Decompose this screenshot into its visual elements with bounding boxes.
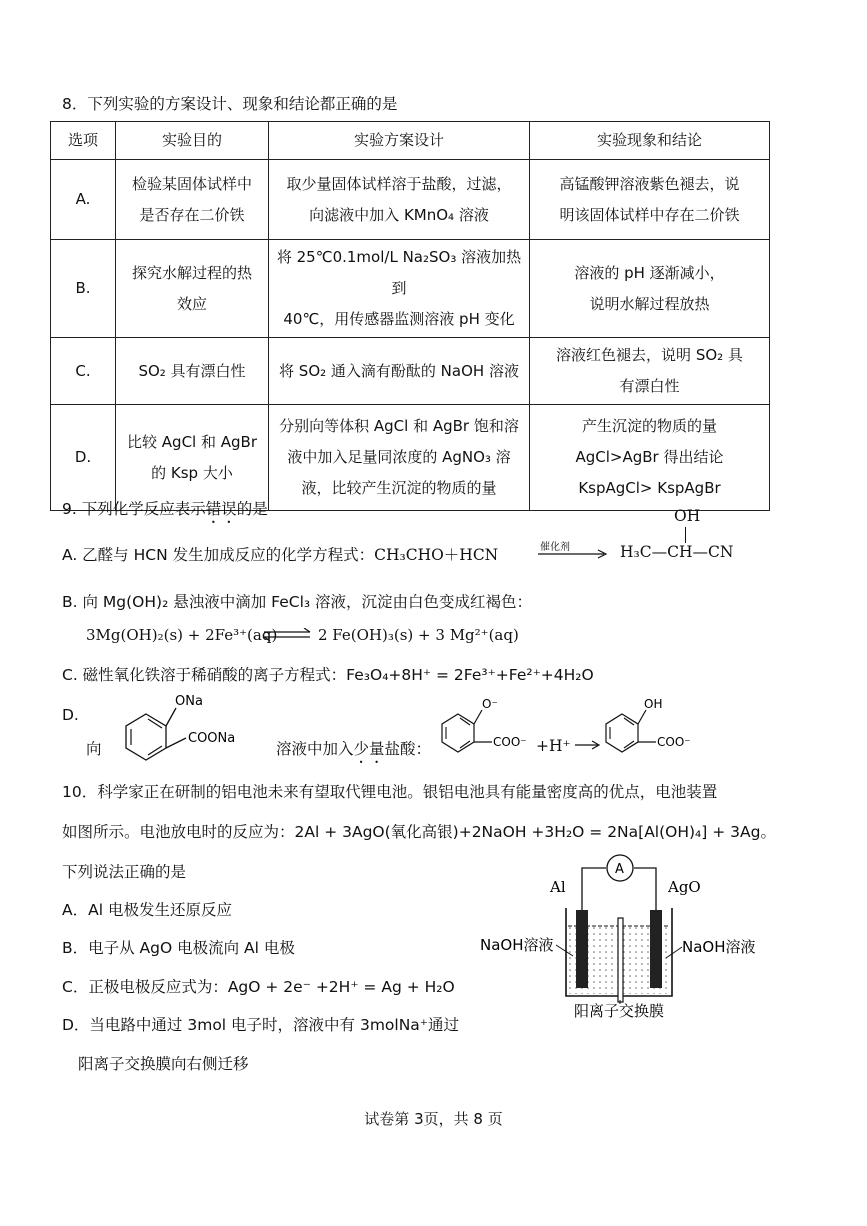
q10-option-d: D．当电路中通过 3mol 电子时，溶液中有 3molNa⁺通过 bbox=[62, 1016, 459, 1034]
q9-stem-emphasis: 错误 bbox=[205, 500, 237, 518]
cell-line: 明该固体试样中存在二价铁 bbox=[559, 205, 740, 224]
page-footer: 试卷第 3页，共 8 页 bbox=[364, 1110, 503, 1128]
membrane bbox=[618, 918, 623, 1002]
bond-line bbox=[685, 527, 686, 543]
oh-label: OH bbox=[644, 697, 663, 711]
q9-d-label: D. bbox=[62, 706, 79, 724]
q9-option-b: B. 向 Mg(OH)₂ 悬浊液中滴加 FeCl₃ 溶液，沉淀由白色变成红褐色： bbox=[62, 593, 533, 611]
header-result: 实验现象和结论 bbox=[530, 122, 770, 160]
cell-line: 将 25℃0.1mol/L Na₂SO₃ 溶液加热到 bbox=[276, 248, 522, 297]
q9-d-mid-emphasis: 少量 bbox=[353, 740, 385, 758]
q8-stem: 8．下列实验的方案设计、现象和结论都正确的是 bbox=[62, 95, 398, 113]
cell-line: SO₂ 具有漂白性 bbox=[138, 361, 246, 380]
right-solution-label: NaOH溶液 bbox=[682, 938, 756, 956]
q9-option-a bbox=[62, 543, 498, 565]
cell-line: 检验某固体试样中 bbox=[131, 174, 252, 193]
battery-diagram bbox=[478, 848, 768, 1023]
q9-b-right: 2 Fe(OH)₃(s) + 3 Mg²⁺(aq) bbox=[318, 626, 519, 644]
disodium-salicylate-structure bbox=[118, 690, 268, 765]
reaction-arrow-icon bbox=[574, 738, 602, 752]
q10-line1: 10．科学家正在研制的铝电池未来有望取代锂电池。银铝电池具有能量密度高的优点，电池装置 bbox=[62, 783, 718, 801]
cell-line: 是否存在二价铁 bbox=[139, 205, 245, 224]
product-formula: H₃C—CH—CN bbox=[620, 543, 734, 561]
cell-line: 将 SO₂ 通入滴有酚酞的 NaOH 溶液 bbox=[279, 361, 519, 380]
table-row bbox=[51, 240, 770, 338]
coo-minus-label: COO⁻ bbox=[493, 735, 527, 749]
q10-option-d-cont: 阳离子交换膜向右侧迁移 bbox=[78, 1055, 249, 1073]
q9-stem-c: 的是 bbox=[236, 500, 268, 518]
header-option: 选项 bbox=[51, 122, 116, 160]
al-electrode-label: Al bbox=[550, 878, 566, 896]
q9-d-xiang: 向 bbox=[86, 740, 102, 758]
cell-line: 分别向等体积 AgCl 和 AgBr 饱和溶 bbox=[279, 417, 519, 435]
salicylate-dianion-structure bbox=[436, 696, 536, 762]
q9-a-equation: CH₃CHO＋HCN bbox=[374, 546, 499, 564]
membrane-label: 阳离子交换膜 bbox=[574, 1002, 665, 1020]
q10-line3: 下列说法正确的是 bbox=[62, 863, 187, 881]
ago-electrode bbox=[650, 910, 662, 988]
cell-line: 产生沉淀的物质的量 bbox=[581, 417, 717, 435]
cell-line: 说明水解过程放热 bbox=[589, 294, 710, 313]
q10-option-a: A．Al 电极发生还原反应 bbox=[62, 901, 232, 919]
q10-line2: 如图所示。电池放电时的反应为：2Al + 3AgO(氧化高银)+2NaOH +3H₂O = 2Na[Al(OH)₄] + 3Ag。 bbox=[62, 823, 776, 841]
coo-minus-label-2: COO⁻ bbox=[657, 735, 691, 749]
o-minus-label: O⁻ bbox=[482, 697, 498, 711]
ammeter-label: A bbox=[615, 862, 624, 877]
row-option: B. bbox=[51, 240, 116, 338]
cell-line: 取少量固体试样溶于盐酸，过滤， bbox=[286, 174, 512, 193]
row-option: D. bbox=[51, 405, 116, 511]
header-design: 实验方案设计 bbox=[269, 122, 530, 160]
row-option: A. bbox=[51, 160, 116, 240]
q10-option-b: B．电子从 AgO 电极流向 Al 电极 bbox=[62, 939, 295, 957]
table-row bbox=[51, 338, 770, 405]
q9-stem bbox=[62, 497, 268, 527]
coona-label: COONa bbox=[188, 731, 236, 746]
cell-line: 有漂白性 bbox=[619, 377, 680, 395]
cell-line: 比较 AgCl 和 AgBr bbox=[127, 432, 257, 451]
reaction-arrow-icon bbox=[538, 548, 610, 560]
table-row bbox=[51, 405, 770, 511]
cell-line: 溶液红色褪去，说明 SO₂ 具 bbox=[556, 346, 743, 364]
equilibrium-arrow-icon bbox=[262, 628, 314, 642]
experiment-table bbox=[50, 121, 770, 511]
q9-d-middle bbox=[276, 737, 431, 767]
q9-option-c: C. 磁性氧化铁溶于稀硝酸的离子方程式：Fe₃O₄+8H⁺ = 2Fe³⁺+Fe²⁺+4H₂O bbox=[62, 666, 594, 684]
q9-d-mid-a: 溶液中加入 bbox=[276, 740, 354, 758]
q9-b-left: 3Mg(OH)₂(s) + 2Fe³⁺(aq) bbox=[86, 626, 278, 644]
cell-line: 向滤液中加入 KMnO₄ 溶液 bbox=[309, 205, 489, 224]
left-solution-label: NaOH溶液 bbox=[480, 936, 554, 954]
cell-line: AgCl>AgBr 得出结论 bbox=[575, 448, 724, 466]
ago-electrode-label: AgO bbox=[668, 878, 701, 896]
cell-line: 液中加入足量同浓度的 AgNO₃ 溶 bbox=[287, 448, 511, 466]
cell-line: 溶液的 pH 逐渐减小， bbox=[574, 263, 725, 282]
catalyst-label: 催化剂 bbox=[540, 542, 570, 553]
cell-line: 40℃，用传感器监测溶液 pH 变化 bbox=[283, 310, 515, 328]
cell-line: 的 Ksp 大小 bbox=[151, 463, 233, 482]
cell-line: 高锰酸钾溶液紫色褪去，说 bbox=[559, 174, 740, 193]
q9-a-text: A. 乙醛与 HCN 发生加成反应的化学方程式： bbox=[62, 546, 375, 564]
row-option: C. bbox=[51, 338, 116, 405]
q10-option-c: C．正极电极反应式为：AgO + 2e⁻ +2H⁺ = Ag + H₂O bbox=[62, 978, 455, 996]
q9-d-plus-h: +H⁺ bbox=[536, 737, 571, 755]
table-row bbox=[51, 160, 770, 240]
salicylate-anion-structure bbox=[600, 696, 700, 762]
product-oh: OH bbox=[674, 507, 701, 525]
header-goal: 实验目的 bbox=[116, 122, 269, 160]
cell-line: 液，比较产生沉淀的物质的量 bbox=[301, 479, 497, 497]
cell-line: KspAgCl> KspAgBr bbox=[578, 479, 721, 497]
cell-line: 探究水解过程的热 bbox=[131, 263, 252, 282]
al-electrode bbox=[576, 910, 588, 988]
q9-d-mid-c: 盐酸： bbox=[384, 740, 432, 758]
ona-label: ONa bbox=[175, 694, 203, 709]
cell-line: 效应 bbox=[176, 294, 207, 313]
q9-stem-a: 9. 下列化学反应表示 bbox=[62, 500, 206, 518]
